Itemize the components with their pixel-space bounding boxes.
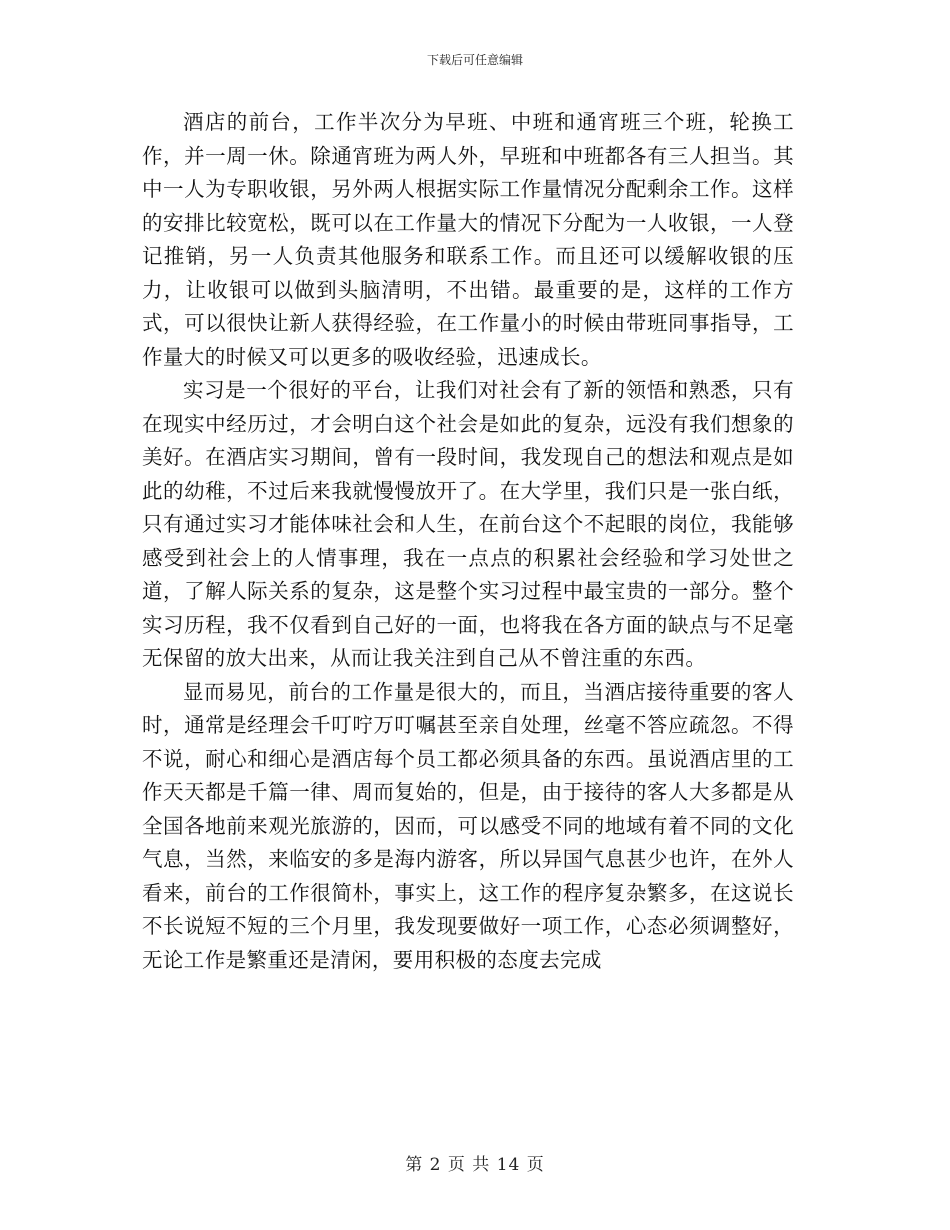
document-body bbox=[142, 106, 794, 977]
paragraph-2: 实习是一个很好的平台，让我们对社会有了新的领悟和熟悉，只有在现实中经历过，才会明白这个社会是如此的复杂，远没有我们想象的美好。在酒店实习期间，曾有一段时间，我发现自己的想法和观点是如此的幼稚，不过后来我就慢慢放开了。在大学里，我们只是一张白纸，只有通过实习才能体味社会和人生，在前台这个不起眼的岗位，我能够感受到社会上的人情事理，我在一点点的积累社会经验和学习处世之道，了解人际关系的复杂，这是整个实习过程中最宝贵的一部分。整个实习历程，我不仅看到自己好的一面，也将我在各方面的缺点与不足毫无保留的放大出来，从而让我关注到自己从不曾注重的东西。 bbox=[142, 378, 794, 670]
paragraph-1: 酒店的前台，工作半次分为早班、中班和通宵班三个班，轮换工作，并一周一休。除通宵班为两人外，早班和中班都各有三人担当。其中一人为专职收银，另外两人根据实际工作量情况分配剩余工作。这样的安排比较宽松，既可以在工作量大的情况下分配为一人收银，一人登记推销，另一人负责其他服务和联系工作。而且还可以缓解收银的压力，让收银可以做到头脑清明，不出错。最重要的是，这样的工作方式，可以很快让新人获得经验，在工作量小的时候由带班同事指导，工作量大的时候又可以更多的吸收经验，迅速成长。 bbox=[142, 110, 794, 369]
page-number-footer: 第 2 页 共 14 页 bbox=[405, 1155, 545, 1175]
paragraph-3: 显而易见，前台的工作量是很大的，而且，当酒店接待重要的客人时，通常是经理会千叮咛万叮嘱甚至亲自处理，丝毫不答应疏忽。不得不说，耐心和细心是酒店每个员工都必须具备的东西。虽说酒店里的工作天天都是千篇一律、周而复始的，但是，由于接待的客人大多都是从全国各地前来观光旅游的，因而，可以感受不同的地域有着不同的文化气息，当然，来临安的多是海内游客，所以异国气息甚少也许，在外人看来，前台的工作很简朴，事实上，这工作的程序复杂繁多，在这说长不长说短不短的三个月里，我发现要做好一项工作，心态必须调整好，无论工作是繁重还是清闲，要用积极的态度去完成 bbox=[142, 679, 794, 972]
page-header: 下载后可任意编辑 bbox=[426, 53, 523, 67]
